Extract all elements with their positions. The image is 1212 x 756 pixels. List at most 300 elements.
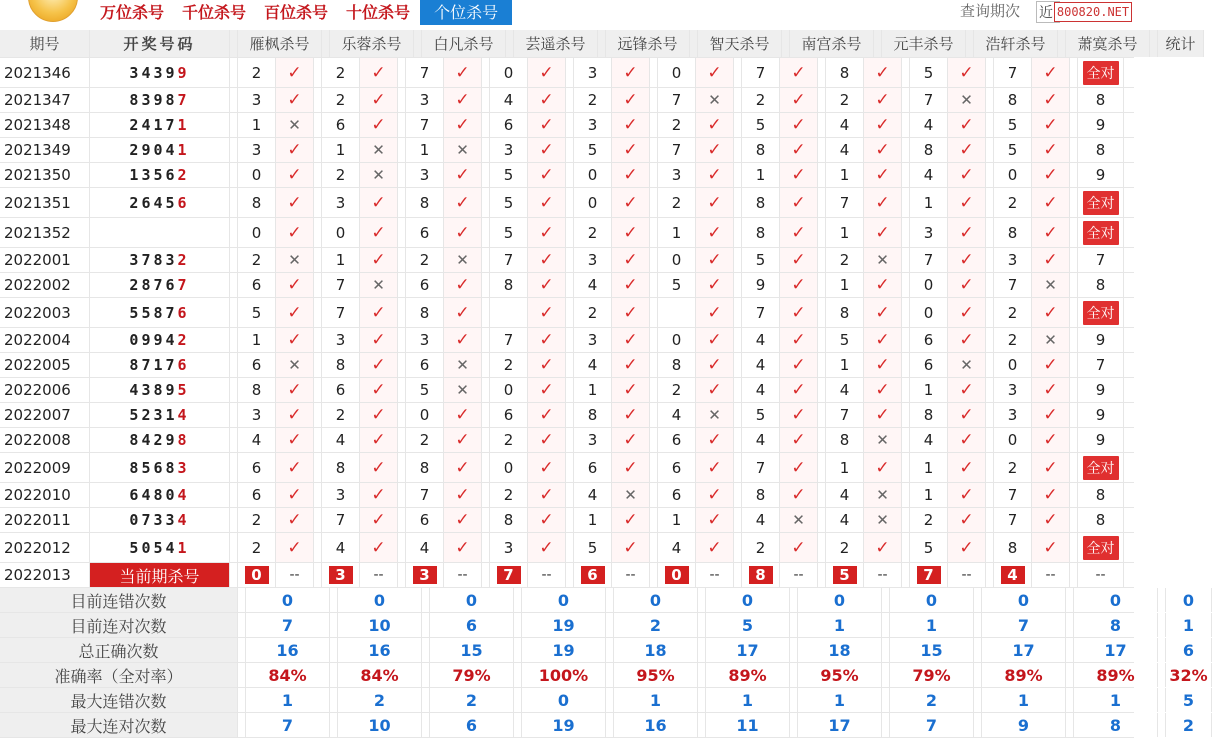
column-gap: [314, 163, 322, 187]
kill-number-cell: 3: [574, 113, 612, 137]
kill-number-cell: 4: [742, 353, 780, 377]
check-icon-glyph: ✓: [791, 430, 806, 450]
draw-digits: 2645: [129, 193, 178, 212]
kill-number-cell: 7: [490, 248, 528, 272]
column-gap: [330, 613, 338, 637]
summary-value: 11: [706, 713, 790, 737]
check-icon-glyph: ✓: [1043, 222, 1058, 243]
kill-number-cell: 3: [574, 328, 612, 352]
column-gap: [1066, 688, 1074, 712]
kill-number-cell: 8: [406, 453, 444, 482]
draw-digits: 2417: [129, 116, 178, 134]
check-icon: [612, 353, 650, 377]
period-cell: 2021352: [0, 218, 90, 247]
draw-number-cell: [90, 163, 230, 187]
draw-number-cell: [90, 428, 230, 452]
check-icon: [612, 218, 650, 247]
current-kill-cell: [406, 563, 444, 587]
check-icon-glyph: ✓: [707, 275, 722, 295]
check-icon: [696, 138, 734, 162]
summary-value: 1: [614, 688, 698, 712]
check-icon-glyph: ✓: [623, 62, 638, 83]
kill-number-cell: 0: [574, 188, 612, 217]
kill-number-cell: 7: [742, 58, 780, 87]
column-gap: [698, 638, 706, 662]
check-icon: [780, 328, 818, 352]
check-icon-glyph: ✓: [539, 275, 554, 295]
check-icon-glyph: ✓: [875, 355, 890, 375]
check-icon: [612, 328, 650, 352]
column-gap: [974, 638, 982, 662]
check-icon: [444, 428, 482, 452]
current-kill-cell: [994, 563, 1032, 587]
result-dash: --: [793, 567, 804, 583]
check-icon: [612, 58, 650, 87]
cross-icon-glyph: ✕: [624, 486, 637, 504]
kill-number-cell: 5: [826, 328, 864, 352]
tab-position-4[interactable]: 个位杀号: [420, 0, 512, 25]
check-icon-glyph: ✓: [707, 140, 722, 160]
kill-number-cell: 0: [658, 58, 696, 87]
tab-position-1[interactable]: 千位杀号: [182, 3, 247, 22]
check-icon: [1032, 403, 1070, 427]
result-dash: --: [625, 567, 636, 583]
check-icon: [360, 403, 398, 427]
column-gap: [314, 483, 322, 507]
stat-value: 8: [1095, 91, 1106, 109]
column-gap: [506, 30, 514, 57]
check-icon-glyph: ✓: [959, 115, 974, 135]
column-gap: [422, 663, 430, 687]
summary-value: 7: [890, 713, 974, 737]
kill-number-cell: [490, 298, 528, 327]
cross-icon-glyph: ✕: [288, 356, 301, 374]
check-icon-glyph: ✓: [623, 140, 638, 160]
column-gap: [902, 248, 910, 272]
column-gap: [230, 353, 238, 377]
check-icon: [276, 218, 314, 247]
period-cell: 2021347: [0, 88, 90, 112]
column-gap: [790, 638, 798, 662]
check-icon-glyph: ✓: [875, 62, 890, 83]
kill-number-cell: 0: [574, 163, 612, 187]
column-gap: [566, 563, 574, 587]
column-gap: [698, 713, 706, 737]
summary-value: 10: [338, 713, 422, 737]
column-gap: [1158, 688, 1166, 712]
kill-number-cell: 7: [322, 298, 360, 327]
check-icon: [948, 138, 986, 162]
summary-value: 1: [798, 688, 882, 712]
column-gap: [398, 58, 406, 87]
check-icon-glyph: ✓: [707, 302, 722, 323]
stat-cell: [1078, 58, 1124, 87]
check-icon: [276, 453, 314, 482]
kill-number-cell: 2: [490, 428, 528, 452]
kill-number-cell: 7: [742, 453, 780, 482]
column-gap: [238, 613, 246, 637]
column-gap: [734, 378, 742, 402]
check-icon: [360, 298, 398, 327]
draw-target-digit: 7: [177, 91, 190, 109]
kill-number-cell: 3: [574, 58, 612, 87]
current-kill-cell: [826, 563, 864, 587]
summary-value: 95%: [798, 663, 882, 687]
check-icon: [864, 138, 902, 162]
check-icon-glyph: ✓: [539, 115, 554, 135]
draw-target-digit: 1: [177, 141, 190, 159]
summary-row: [0, 638, 1195, 663]
column-gap: [314, 138, 322, 162]
kill-number-cell: 8: [406, 298, 444, 327]
draw-digits: 8717: [129, 356, 178, 374]
column-gap: [698, 613, 706, 637]
kill-number-cell: 6: [238, 273, 276, 297]
kill-number-cell: 3: [238, 88, 276, 112]
kill-number-cell: 3: [910, 218, 948, 247]
column-gap: [482, 88, 490, 112]
column-gap: [902, 453, 910, 482]
kill-number-cell: 6: [406, 273, 444, 297]
kill-number-cell: 0: [994, 163, 1032, 187]
check-icon: [276, 163, 314, 187]
kill-number-cell: 2: [742, 88, 780, 112]
draw-digits: 8429: [129, 431, 178, 449]
table-row: [0, 273, 1134, 298]
kill-number-cell: 8: [658, 353, 696, 377]
stat-cell: [1078, 138, 1124, 162]
current-kill-cell: [238, 563, 276, 587]
stat-cell: [1078, 328, 1124, 352]
column-gap: [566, 508, 574, 532]
kill-number-cell: 5: [994, 138, 1032, 162]
column-gap: [734, 353, 742, 377]
column-gap: [650, 453, 658, 482]
column-gap: [422, 613, 430, 637]
cross-icon: [948, 353, 986, 377]
check-icon: [612, 138, 650, 162]
kill-number-cell: 8: [994, 533, 1032, 562]
summary-value: 7: [246, 713, 330, 737]
check-icon: [360, 353, 398, 377]
check-icon-glyph: ✓: [455, 457, 470, 478]
summary-value: 17: [982, 638, 1066, 662]
column-gap: [514, 688, 522, 712]
check-icon-glyph: ✓: [455, 430, 470, 450]
draw-number-cell: [90, 353, 230, 377]
cross-icon-glyph: ✕: [456, 381, 469, 399]
cross-icon-glyph: ✕: [372, 276, 385, 294]
summary-stat-value: 6: [1166, 638, 1212, 662]
column-gap: [1070, 58, 1078, 87]
summary-label: 最大连对次数: [0, 713, 238, 737]
column-gap: [314, 248, 322, 272]
column-gap: [314, 378, 322, 402]
check-icon-glyph: ✓: [959, 275, 974, 295]
check-icon: [444, 88, 482, 112]
column-gap: [514, 663, 522, 687]
check-icon: [276, 58, 314, 87]
column-gap: [902, 533, 910, 562]
result-dash: --: [289, 567, 300, 583]
check-icon-glyph: ✓: [539, 405, 554, 425]
column-gap: [1070, 328, 1078, 352]
column-gap: [902, 563, 910, 587]
column-gap: [230, 563, 238, 587]
draw-digits: 0733: [129, 511, 178, 529]
kill-number-cell: 4: [322, 533, 360, 562]
kill-number-cell: 2: [658, 188, 696, 217]
tab-position-0[interactable]: 万位杀号: [100, 3, 165, 22]
cross-icon-glyph: ✕: [1044, 331, 1057, 349]
kill-number-cell: 2: [238, 58, 276, 87]
column-gap: [330, 688, 338, 712]
column-gap: [606, 638, 614, 662]
stat-value: 7: [1095, 251, 1106, 269]
column-gap: [650, 563, 658, 587]
watermark-badge: 800820.NET: [1054, 2, 1132, 22]
check-icon-glyph: ✓: [875, 537, 890, 558]
current-kill-cell: [742, 563, 780, 587]
check-icon: [612, 533, 650, 562]
check-icon-glyph: ✓: [959, 510, 974, 530]
column-gap: [734, 248, 742, 272]
draw-number-cell: [90, 218, 230, 247]
column-gap: [734, 563, 742, 587]
check-icon: [948, 163, 986, 187]
column-gap: [398, 428, 406, 452]
cross-icon: [864, 428, 902, 452]
kill-number-cell: 5: [574, 533, 612, 562]
check-icon: [696, 508, 734, 532]
summary-value: 19: [522, 713, 606, 737]
check-icon-glyph: ✓: [539, 510, 554, 530]
predictor-column-header: 南宫杀号: [790, 30, 874, 57]
stat-cell: [1078, 163, 1124, 187]
column-gap: [482, 58, 490, 87]
column-gap: [566, 58, 574, 87]
kill-number-cell: 5: [742, 403, 780, 427]
check-icon-glyph: ✓: [287, 430, 302, 450]
table-row: [0, 248, 1134, 273]
column-gap: [482, 428, 490, 452]
column-gap: [986, 163, 994, 187]
kill-number-cell: 8: [490, 273, 528, 297]
column-gap: [902, 88, 910, 112]
cross-icon-glyph: ✕: [960, 91, 973, 109]
check-icon-glyph: ✓: [371, 457, 386, 478]
check-icon: [948, 378, 986, 402]
column-gap: [818, 533, 826, 562]
kill-number-cell: 8: [742, 138, 780, 162]
check-icon: [1032, 248, 1070, 272]
column-gap: [734, 508, 742, 532]
check-icon: [780, 88, 818, 112]
check-icon: [276, 298, 314, 327]
draw-digits: 5054: [129, 538, 178, 557]
kill-number-cell: 5: [490, 188, 528, 217]
check-icon: [360, 58, 398, 87]
query-period-select[interactable]: 近: [1036, 1, 1060, 23]
current-kill-number: 6: [581, 566, 605, 584]
check-icon: [528, 58, 566, 87]
column-gap: [1066, 638, 1074, 662]
summary-value: 6: [430, 713, 514, 737]
check-icon: [444, 328, 482, 352]
column-gap: [986, 483, 994, 507]
kill-number-cell: 8: [238, 378, 276, 402]
kill-number-cell: 4: [574, 353, 612, 377]
check-icon: [780, 483, 818, 507]
kill-number-cell: 3: [322, 188, 360, 217]
stat-cell: [1078, 188, 1124, 217]
cross-icon: [864, 483, 902, 507]
check-icon: [360, 508, 398, 532]
column-gap: [818, 428, 826, 452]
cross-icon-glyph: ✕: [288, 251, 301, 269]
check-icon-glyph: ✓: [875, 457, 890, 478]
kill-number-cell: 0: [238, 218, 276, 247]
stat-value: 9: [1095, 406, 1106, 424]
kill-number-cell: 2: [490, 483, 528, 507]
check-icon: [612, 188, 650, 217]
kill-number-cell: 2: [322, 403, 360, 427]
stat-column-header: 统计: [1158, 30, 1204, 57]
kill-number-cell: 2: [322, 163, 360, 187]
kill-number-cell: 3: [994, 248, 1032, 272]
kill-number-cell: 4: [826, 138, 864, 162]
column-gap: [974, 588, 982, 612]
summary-value: 2: [890, 688, 974, 712]
summary-value: 84%: [246, 663, 330, 687]
column-gap: [230, 483, 238, 507]
check-icon-glyph: ✓: [707, 430, 722, 450]
check-icon: [696, 58, 734, 87]
stat-cell: [1078, 298, 1124, 327]
check-icon: [612, 508, 650, 532]
check-icon: [276, 403, 314, 427]
current-kill-number: 7: [917, 566, 941, 584]
column-gap: [1070, 378, 1078, 402]
check-icon: [276, 428, 314, 452]
stat-cell: [1078, 378, 1124, 402]
draw-digits: 3439: [129, 63, 178, 82]
column-gap: [1066, 613, 1074, 637]
tab-position-3[interactable]: 十位杀号: [346, 3, 411, 22]
check-icon: [780, 403, 818, 427]
check-icon: [948, 403, 986, 427]
summary-value: 0: [614, 588, 698, 612]
column-gap: [482, 563, 490, 587]
check-icon-glyph: ✓: [539, 165, 554, 185]
draw-number-cell: [90, 138, 230, 162]
kill-number-cell: 2: [826, 533, 864, 562]
cross-icon-glyph: ✕: [288, 116, 301, 134]
column-gap: [790, 663, 798, 687]
kill-number-cell: 7: [994, 483, 1032, 507]
kill-number-cell: 3: [406, 88, 444, 112]
kill-number-cell: 6: [574, 453, 612, 482]
check-icon: [1032, 298, 1070, 327]
column-gap: [1066, 713, 1074, 737]
check-icon: [528, 273, 566, 297]
table-row: [0, 483, 1134, 508]
kill-number-cell: 2: [322, 88, 360, 112]
column-gap: [482, 113, 490, 137]
stat-cell: [1078, 508, 1124, 532]
check-icon: [360, 483, 398, 507]
check-icon: [1032, 88, 1070, 112]
kill-number-cell: 6: [238, 453, 276, 482]
check-icon: [948, 508, 986, 532]
check-icon-glyph: ✓: [875, 405, 890, 425]
column-gap: [734, 453, 742, 482]
column-gap: [238, 663, 246, 687]
check-icon: [948, 188, 986, 217]
summary-value: 89%: [982, 663, 1066, 687]
check-icon: [948, 483, 986, 507]
check-icon: [276, 508, 314, 532]
column-gap: [482, 328, 490, 352]
check-icon-glyph: ✓: [959, 330, 974, 350]
kill-number-cell: 6: [238, 353, 276, 377]
column-gap: [650, 273, 658, 297]
check-icon: [696, 218, 734, 247]
cross-icon-glyph: ✕: [876, 486, 889, 504]
check-icon-glyph: ✓: [455, 485, 470, 505]
check-icon: [612, 163, 650, 187]
column-gap: [398, 403, 406, 427]
check-icon: [528, 428, 566, 452]
check-icon-glyph: ✓: [623, 192, 638, 213]
check-icon: [276, 378, 314, 402]
column-gap: [314, 453, 322, 482]
kill-number-cell: 1: [322, 248, 360, 272]
cross-icon: [444, 138, 482, 162]
kill-number-cell: 8: [994, 218, 1032, 247]
period-cell: 2022009: [0, 453, 90, 482]
kill-number-cell: 1: [910, 188, 948, 217]
period-cell: 2022013: [0, 563, 90, 587]
summary-value: 16: [338, 638, 422, 662]
cross-icon: [276, 353, 314, 377]
tab-position-2[interactable]: 百位杀号: [264, 3, 329, 22]
check-icon-glyph: ✓: [791, 165, 806, 185]
stat-cell: [1078, 88, 1124, 112]
period-cell: 2022002: [0, 273, 90, 297]
check-icon: [276, 273, 314, 297]
column-gap: [790, 713, 798, 737]
column-gap: [230, 378, 238, 402]
kill-number-cell: 7: [826, 403, 864, 427]
draw-number-cell: [90, 113, 230, 137]
table-row: [0, 328, 1134, 353]
summary-value: 0: [430, 588, 514, 612]
check-icon: [528, 378, 566, 402]
check-icon-glyph: ✓: [455, 115, 470, 135]
column-gap: [734, 88, 742, 112]
current-kill-number: 0: [245, 566, 269, 584]
check-icon: [948, 113, 986, 137]
column-gap: [230, 88, 238, 112]
check-icon: [528, 113, 566, 137]
stat-cell: [1078, 248, 1124, 272]
period-cell: 2022007: [0, 403, 90, 427]
column-gap: [698, 663, 706, 687]
result-dash: --: [961, 567, 972, 583]
kill-number-cell: 8: [910, 138, 948, 162]
cross-icon: [948, 88, 986, 112]
